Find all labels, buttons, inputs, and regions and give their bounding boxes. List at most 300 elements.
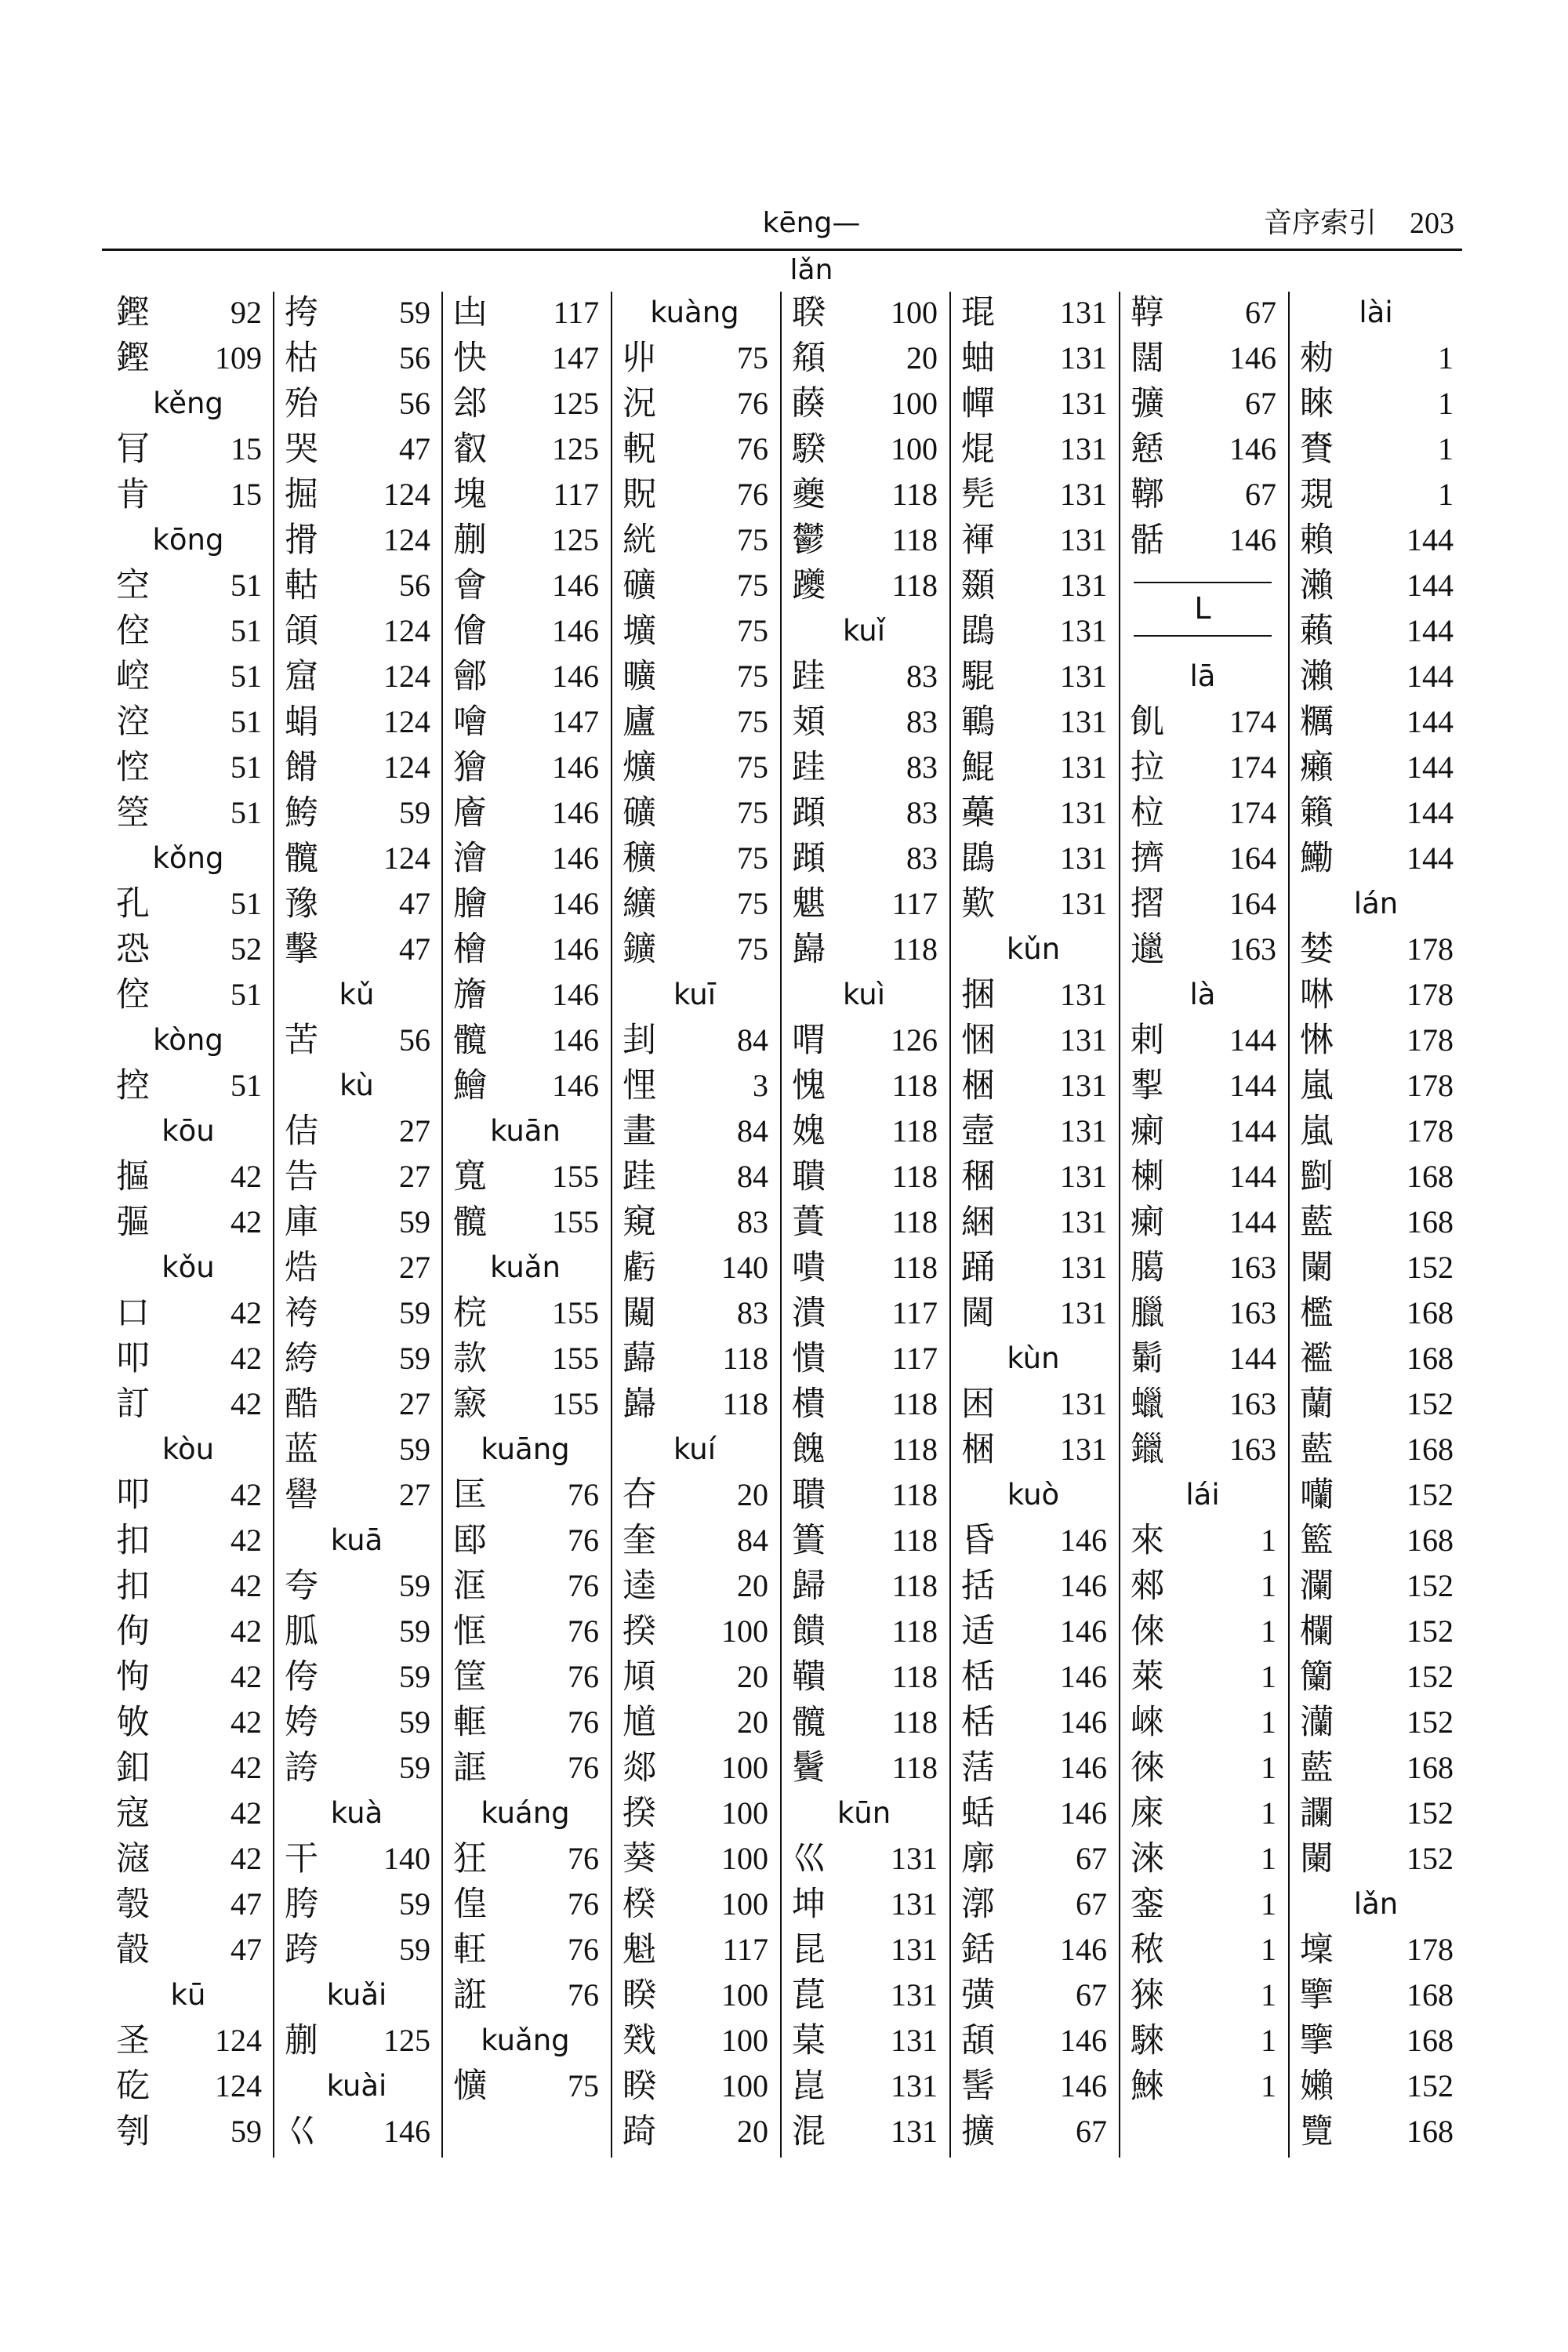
index-entry xyxy=(1294,654,1458,699)
entry-character: 昆 xyxy=(792,1930,826,1969)
index-entry xyxy=(616,745,773,790)
entry-page-number: 1 xyxy=(1438,386,1454,421)
entry-character: 洭 xyxy=(453,1566,487,1606)
index-entry xyxy=(278,290,435,336)
entry-page-number: 131 xyxy=(1060,1113,1107,1149)
entry-character: 噲 xyxy=(453,702,487,742)
entry-character: 銮 xyxy=(1131,1885,1164,1924)
entry-page-number: 118 xyxy=(891,1704,938,1740)
pinyin-heading: kǒng xyxy=(152,841,224,875)
entry-page-number: 164 xyxy=(1229,886,1276,921)
entry-page-number: 144 xyxy=(1406,568,1454,603)
entry-page-number: 124 xyxy=(383,477,430,512)
entry-page-number: 140 xyxy=(721,1250,768,1285)
entry-page-number: 118 xyxy=(891,1250,938,1285)
index-entry xyxy=(1294,2109,1458,2154)
entry-character: 捆 xyxy=(961,975,995,1014)
entry-character: 焜 xyxy=(961,430,995,469)
entry-character: 壈 xyxy=(1300,1930,1334,1969)
entry-character: 檻 xyxy=(1300,1294,1334,1333)
index-entry xyxy=(110,1791,267,1836)
entry-page-number: 131 xyxy=(891,2023,938,2058)
index-entry xyxy=(955,1381,1112,1427)
entry-character: 悾 xyxy=(116,748,150,787)
entry-page-number: 27 xyxy=(399,1113,430,1149)
column-divider xyxy=(1119,292,1120,2158)
entry-character: 胯 xyxy=(285,1885,318,1924)
entry-character: 藍 xyxy=(1300,1430,1334,1469)
entry-character: 憒 xyxy=(792,1339,826,1378)
entry-character: 儈 xyxy=(453,612,487,651)
entry-page-number: 67 xyxy=(1245,295,1276,330)
entry-character: 悝 xyxy=(622,1066,656,1105)
entry-character: 綑 xyxy=(961,1203,995,1242)
entry-page-number: 146 xyxy=(1060,1750,1107,1785)
entry-page-number: 51 xyxy=(230,886,262,921)
entry-character: 彉 xyxy=(961,1976,995,2015)
entry-page-number: 59 xyxy=(399,1613,430,1649)
entry-character: 巛 xyxy=(792,1839,826,1878)
entry-page-number: 76 xyxy=(737,431,768,466)
index-entry xyxy=(786,1154,942,1200)
entry-character: 丱 xyxy=(622,339,656,378)
index-entry xyxy=(786,699,942,745)
entry-page-number: 83 xyxy=(906,840,938,876)
entry-character: 奎 xyxy=(622,1521,656,1560)
entry-character: 夔 xyxy=(792,475,826,514)
entry-page-number: 152 xyxy=(1406,1795,1454,1831)
entry-page-number: 67 xyxy=(1076,1841,1107,1876)
entry-page-number: 100 xyxy=(891,431,938,466)
entry-page-number: 131 xyxy=(1060,340,1107,376)
entry-page-number: 1 xyxy=(1438,340,1454,376)
entry-character: 跬 xyxy=(792,657,826,696)
index-entry xyxy=(786,1973,942,2018)
entry-character: 餽 xyxy=(792,1430,826,1469)
entry-character: 頜 xyxy=(285,612,318,651)
index-column xyxy=(278,290,435,2164)
entry-character: 蘬 xyxy=(622,1339,656,1378)
entry-page-number: 174 xyxy=(1229,704,1276,739)
entry-character: 褌 xyxy=(961,521,995,560)
index-entry xyxy=(786,2063,942,2109)
entry-character: 鵾 xyxy=(961,839,995,878)
index-entry xyxy=(786,1563,942,1609)
entry-character: 馗 xyxy=(622,1703,656,1742)
index-entry xyxy=(447,336,604,381)
index-entry xyxy=(1294,1200,1458,1245)
entry-character: 膾 xyxy=(453,884,487,924)
entry-page-number: 124 xyxy=(215,2023,262,2058)
entry-character: 彀 xyxy=(116,1885,150,1924)
index-entry xyxy=(616,790,773,836)
entry-page-number: 47 xyxy=(399,431,430,466)
entry-page-number: 1 xyxy=(1261,1932,1276,1967)
index-entry xyxy=(1294,1518,1458,1563)
entry-character: 聵 xyxy=(792,1157,826,1196)
index-entry xyxy=(110,790,267,836)
entry-character: 鞼 xyxy=(792,1657,826,1697)
index-entry xyxy=(786,1018,942,1063)
entry-page-number: 1 xyxy=(1261,1886,1276,1922)
pinyin-heading: kōu xyxy=(162,1114,215,1148)
entry-character: 稛 xyxy=(961,1157,995,1196)
entry-character: 闊 xyxy=(1131,339,1164,378)
entry-character: 礦 xyxy=(622,566,656,605)
index-entry xyxy=(955,1018,1112,1063)
entry-character: 瞉 xyxy=(116,1930,150,1969)
index-entry xyxy=(616,563,773,608)
entry-character: 栝 xyxy=(961,1703,995,1742)
index-entry xyxy=(616,517,773,563)
entry-page-number: 131 xyxy=(1060,1068,1107,1103)
index-entry xyxy=(110,927,267,972)
entry-character: 扣 xyxy=(116,1566,150,1606)
entry-page-number: 117 xyxy=(553,295,599,330)
column-divider xyxy=(441,292,443,2158)
entry-page-number: 131 xyxy=(891,1977,938,2013)
entry-character: 苦 xyxy=(285,1021,318,1060)
entry-character: 剌 xyxy=(1131,1021,1164,1060)
pinyin-heading: kǒu xyxy=(162,1250,215,1284)
index-entry xyxy=(1294,608,1458,654)
index-entry xyxy=(955,881,1112,927)
entry-character: 嵐 xyxy=(1300,1112,1334,1151)
pinyin-heading: kuò xyxy=(1007,1478,1060,1512)
entry-character: 髡 xyxy=(961,475,995,514)
index-entry xyxy=(447,699,604,745)
entry-page-number: 131 xyxy=(1060,1295,1107,1330)
entry-character: 豫 xyxy=(285,884,318,924)
index-entry xyxy=(786,517,942,563)
index-entry xyxy=(786,1882,942,1927)
entry-character: 崑 xyxy=(792,2067,826,2106)
index-entry xyxy=(616,1200,773,1245)
index-entry xyxy=(447,1472,604,1518)
entry-page-number: 118 xyxy=(891,477,938,512)
entry-character: 欄 xyxy=(1300,1612,1334,1651)
entry-character: 窟 xyxy=(285,657,318,696)
entry-page-number: 152 xyxy=(1406,1613,1454,1649)
index-entry xyxy=(110,1200,267,1245)
index-entry xyxy=(1294,1791,1458,1836)
entry-page-number: 118 xyxy=(891,931,938,967)
entry-page-number: 124 xyxy=(383,750,430,785)
entry-character: 淶 xyxy=(1131,1839,1164,1878)
entry-page-number: 100 xyxy=(721,1795,768,1831)
pinyin-heading: kòu xyxy=(162,1432,215,1466)
entry-character: 況 xyxy=(622,384,656,423)
index-column xyxy=(1294,290,1458,2164)
entry-character: 蹞 xyxy=(792,793,826,833)
index-entry xyxy=(1124,1018,1281,1063)
index-entry xyxy=(1124,426,1281,472)
index-entry xyxy=(1294,1109,1458,1154)
entry-character: 籃 xyxy=(1300,1521,1334,1560)
index-entry xyxy=(1294,1700,1458,1745)
entry-page-number: 42 xyxy=(230,1841,262,1876)
index-entry xyxy=(616,1882,773,1927)
entry-page-number: 125 xyxy=(552,522,599,557)
index-entry xyxy=(1124,1745,1281,1791)
entry-page-number: 59 xyxy=(399,1432,430,1467)
index-entry xyxy=(278,426,435,472)
index-entry xyxy=(1294,426,1458,472)
entry-character: 頯 xyxy=(792,339,826,378)
pinyin-heading: kòng xyxy=(153,1023,223,1057)
entry-character: 藾 xyxy=(1300,612,1334,651)
entry-page-number: 67 xyxy=(1076,2114,1107,2149)
index-entry xyxy=(447,1927,604,1973)
entry-character: 檜 xyxy=(453,930,487,969)
entry-page-number: 168 xyxy=(1406,1295,1454,1330)
entry-character: 适 xyxy=(961,1612,995,1651)
index-entry xyxy=(955,563,1112,608)
entry-character: 鵾 xyxy=(961,612,995,651)
entry-character: 瘌 xyxy=(1131,1203,1164,1242)
entry-page-number: 118 xyxy=(891,1568,938,1603)
entry-character: 籣 xyxy=(1300,1657,1334,1697)
entry-character: 滱 xyxy=(116,1839,150,1878)
entry-page-number: 144 xyxy=(1406,840,1454,876)
entry-page-number: 100 xyxy=(721,2023,768,2058)
entry-character: 敂 xyxy=(116,1703,150,1742)
entry-page-number: 146 xyxy=(552,1022,599,1058)
entry-page-number: 152 xyxy=(1406,1477,1454,1512)
index-entry xyxy=(278,472,435,517)
entry-page-number: 168 xyxy=(1406,1750,1454,1785)
index-entry xyxy=(955,2109,1112,2154)
entry-character: 倥 xyxy=(116,975,150,1014)
pinyin-heading: kuáng xyxy=(481,1796,570,1830)
entry-character: 凷 xyxy=(453,293,487,332)
entry-page-number: 131 xyxy=(1060,386,1107,421)
entry-character: 軭 xyxy=(453,1703,487,1742)
entry-page-number: 75 xyxy=(737,750,768,785)
index-entry xyxy=(616,1063,773,1109)
entry-character: 快 xyxy=(453,339,487,378)
index-entry xyxy=(955,654,1112,699)
index-entry xyxy=(616,1518,773,1563)
entry-page-number: 59 xyxy=(399,1932,430,1967)
entry-page-number: 27 xyxy=(399,1477,430,1512)
entry-character: 惏 xyxy=(1300,1021,1334,1060)
entry-character: 䯏 xyxy=(1131,521,1164,560)
index-entry xyxy=(278,2109,435,2154)
entry-page-number: 117 xyxy=(891,1295,938,1330)
entry-page-number: 118 xyxy=(891,1477,938,1512)
entry-character: 軦 xyxy=(622,430,656,469)
pinyin-heading: kuǎng xyxy=(481,2024,570,2057)
entry-character: 怐 xyxy=(116,1657,150,1697)
entry-character: 藈 xyxy=(792,384,826,423)
entry-page-number: 20 xyxy=(906,340,938,376)
index-entry xyxy=(1294,1063,1458,1109)
entry-page-number: 178 xyxy=(1406,1932,1454,1967)
entry-page-number: 59 xyxy=(399,1204,430,1240)
entry-character: 郯 xyxy=(622,1748,656,1788)
entry-page-number: 118 xyxy=(722,1341,768,1376)
index-entry xyxy=(110,1836,267,1882)
index-entry xyxy=(278,2018,435,2063)
entry-character: 廬 xyxy=(622,702,656,742)
entry-character: 擠 xyxy=(1131,839,1164,878)
entry-character: 躨 xyxy=(792,566,826,605)
entry-character: 銛 xyxy=(961,1930,995,1969)
index-entry xyxy=(1294,1154,1458,1200)
entry-character: 獪 xyxy=(453,748,487,787)
entry-character: 菎 xyxy=(792,1976,826,2015)
entry-character: 困 xyxy=(961,1385,995,1424)
index-entry xyxy=(786,836,942,881)
index-entry xyxy=(278,608,435,654)
index-entry xyxy=(278,1609,435,1654)
index-entry xyxy=(1124,1109,1281,1154)
index-entry xyxy=(447,1700,604,1745)
index-entry xyxy=(447,1336,604,1381)
index-entry xyxy=(616,1973,773,2018)
entry-character: 鰳 xyxy=(1300,839,1334,878)
index-entry xyxy=(447,1381,604,1427)
entry-character: 訂 xyxy=(116,1385,150,1424)
index-entry xyxy=(1294,472,1458,517)
entry-page-number: 76 xyxy=(568,1750,599,1785)
entry-character: 賴 xyxy=(1300,521,1334,560)
entry-character: 夸 xyxy=(285,1566,318,1606)
entry-page-number: 168 xyxy=(1406,2114,1454,2149)
entry-page-number: 144 xyxy=(1406,659,1454,694)
index-entry xyxy=(955,1836,1112,1882)
entry-page-number: 131 xyxy=(1060,431,1107,466)
entry-character: 蒯 xyxy=(285,2021,318,2060)
entry-page-number: 76 xyxy=(568,1613,599,1649)
index-entry xyxy=(110,654,267,699)
entry-page-number: 131 xyxy=(1060,659,1107,694)
entry-character: 梱 xyxy=(961,1066,995,1105)
entry-page-number: 146 xyxy=(1229,431,1276,466)
index-entry xyxy=(110,1745,267,1791)
entry-page-number: 124 xyxy=(383,659,430,694)
entry-page-number: 42 xyxy=(230,1341,262,1376)
entry-page-number: 117 xyxy=(891,1341,938,1376)
index-entry xyxy=(1124,1927,1281,1973)
entry-character: 孔 xyxy=(116,884,150,924)
index-entry xyxy=(786,2109,942,2154)
entry-character: 貺 xyxy=(622,475,656,514)
entry-character: 蘭 xyxy=(1300,1385,1334,1424)
pinyin-heading: lái xyxy=(1185,1478,1220,1512)
entry-page-number: 75 xyxy=(737,340,768,376)
entry-character: 絝 xyxy=(285,1339,318,1378)
index-entry xyxy=(616,1563,773,1609)
index-entry xyxy=(955,1882,1112,1927)
index-entry xyxy=(1124,881,1281,927)
entry-page-number: 56 xyxy=(399,340,430,376)
index-entry xyxy=(955,1427,1112,1472)
index-entry xyxy=(616,1745,773,1791)
index-entry xyxy=(955,381,1112,426)
index-entry xyxy=(278,336,435,381)
index-entry xyxy=(447,517,604,563)
entry-page-number: 131 xyxy=(1060,568,1107,603)
index-entry xyxy=(786,1518,942,1563)
index-entry xyxy=(1124,1563,1281,1609)
entry-page-number: 178 xyxy=(1406,977,1454,1012)
index-entry xyxy=(278,1336,435,1381)
entry-character: 侉 xyxy=(285,1657,318,1697)
index-entry xyxy=(1294,1927,1458,1973)
entry-page-number: 152 xyxy=(1406,1386,1454,1421)
index-entry xyxy=(616,1609,773,1654)
entry-page-number: 118 xyxy=(722,1386,768,1421)
index-entry xyxy=(1124,1154,1281,1200)
index-entry xyxy=(616,836,773,881)
entry-page-number: 51 xyxy=(230,704,262,739)
entry-page-number: 124 xyxy=(383,522,430,557)
entry-character: 哭 xyxy=(285,430,318,469)
entry-page-number: 51 xyxy=(230,977,262,1012)
index-entry xyxy=(1294,699,1458,745)
entry-page-number: 144 xyxy=(1406,795,1454,830)
entry-character: 愧 xyxy=(792,1066,826,1105)
running-head: kēng—lǎn xyxy=(762,207,861,286)
index-entry xyxy=(447,1563,604,1609)
entry-character: 礦 xyxy=(622,793,656,833)
entry-page-number: 83 xyxy=(737,1295,768,1330)
index-entry xyxy=(447,745,604,790)
entry-page-number: 67 xyxy=(1245,477,1276,512)
index-entry xyxy=(1124,1518,1281,1563)
entry-page-number: 131 xyxy=(1060,977,1107,1012)
entry-character: 擊 xyxy=(285,930,318,969)
entry-character: 矻 xyxy=(116,2067,150,2106)
entry-page-number: 84 xyxy=(737,1159,768,1194)
entry-character: 肎 xyxy=(116,430,150,469)
entry-character: 崆 xyxy=(116,657,150,696)
entry-character: 叡 xyxy=(453,430,487,469)
index-entry xyxy=(110,1154,267,1200)
index-entry xyxy=(1124,836,1281,881)
entry-page-number: 1 xyxy=(1438,431,1454,466)
entry-page-number: 118 xyxy=(891,1204,938,1240)
entry-character: 闌 xyxy=(1300,1248,1334,1287)
index-entry xyxy=(955,1745,1112,1791)
entry-page-number: 131 xyxy=(1060,840,1107,876)
entry-character: 襤 xyxy=(1300,1339,1334,1378)
index-entry xyxy=(955,1154,1112,1200)
entry-page-number: 147 xyxy=(552,704,599,739)
entry-character: 髖 xyxy=(285,839,318,878)
column-divider xyxy=(273,292,274,2158)
index-entry xyxy=(786,1063,942,1109)
pinyin-heading: kǔ xyxy=(339,978,375,1011)
entry-character: 戣 xyxy=(622,2021,656,2060)
entry-page-number: 1 xyxy=(1261,1523,1276,1558)
entry-page-number: 1 xyxy=(1261,1795,1276,1831)
pinyin-heading: kùn xyxy=(1007,1341,1060,1375)
entry-character: 鮬 xyxy=(285,793,318,833)
index-entry xyxy=(447,1200,604,1245)
entry-character: 蛞 xyxy=(961,1794,995,1833)
entry-character: 鬢 xyxy=(792,1748,826,1788)
entry-character: 葵 xyxy=(622,1839,656,1878)
entry-page-number: 131 xyxy=(1060,1159,1107,1194)
pinyin-heading: kūn xyxy=(837,1796,891,1830)
entry-page-number: 51 xyxy=(230,750,262,785)
column-divider xyxy=(780,292,782,2158)
index-entry xyxy=(110,1609,267,1654)
pinyin-heading: kuì xyxy=(842,978,886,1011)
